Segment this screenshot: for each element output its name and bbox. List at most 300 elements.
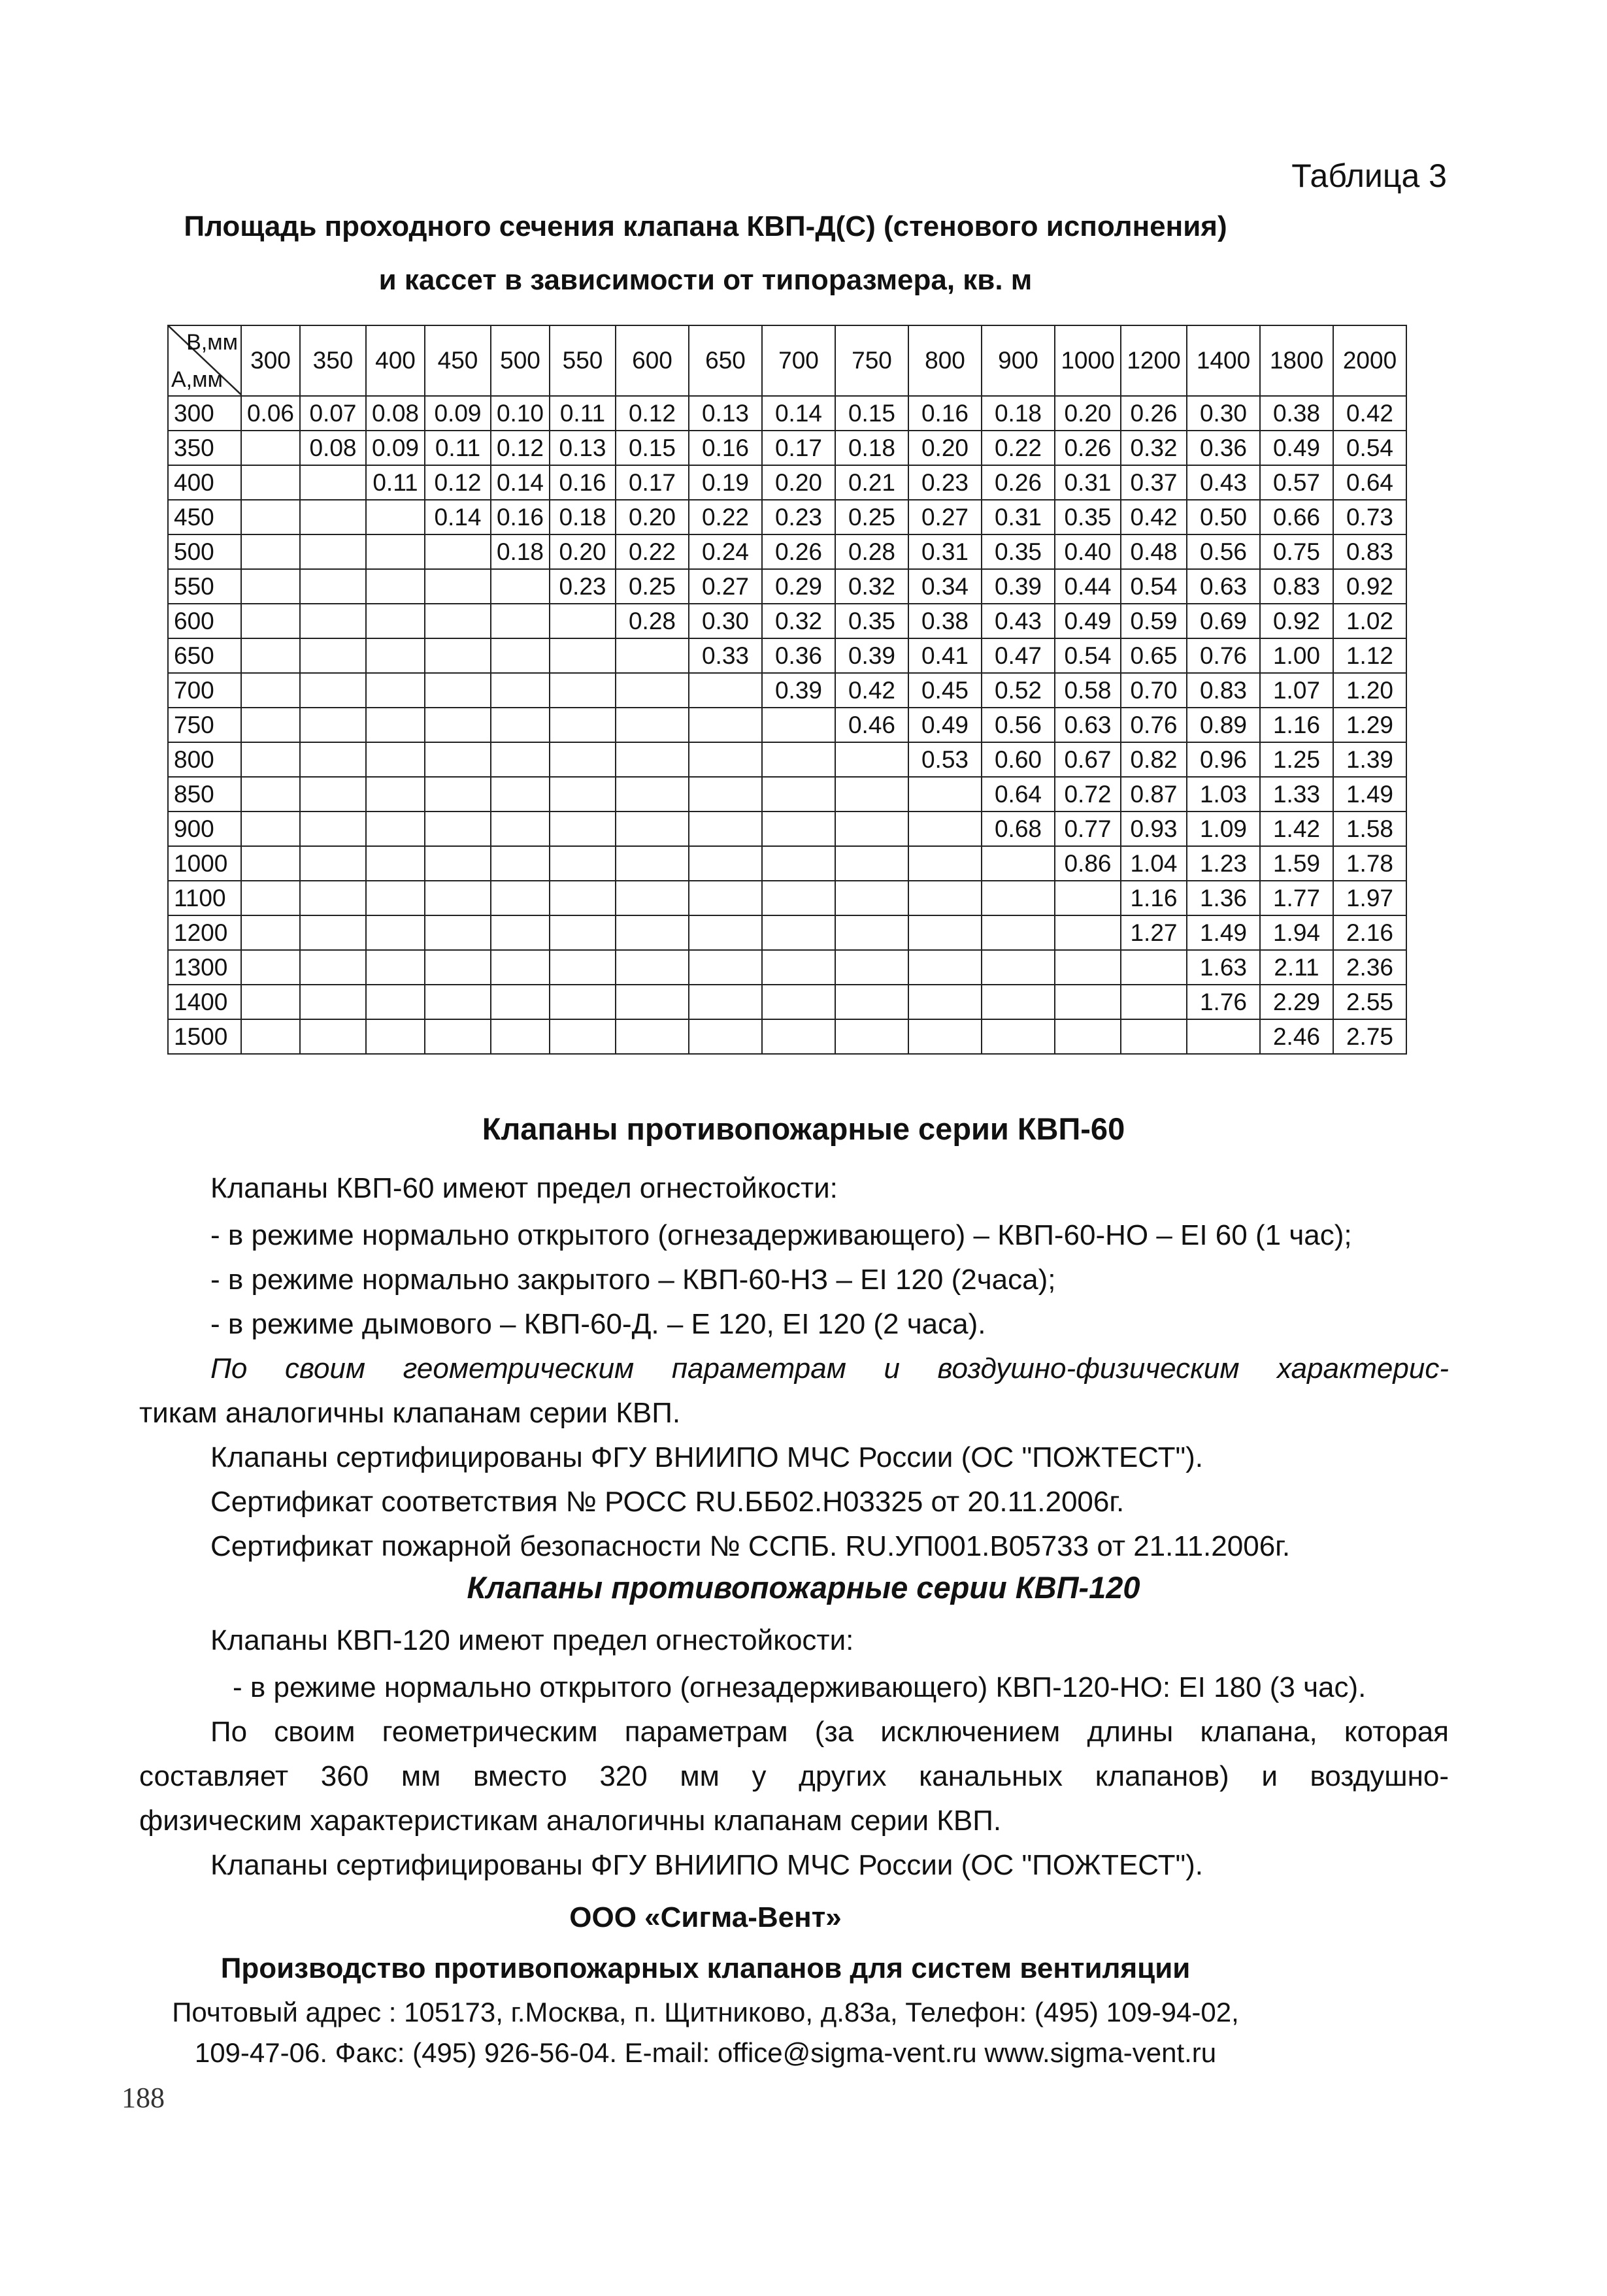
area-cell: 0.35 bbox=[835, 604, 908, 638]
area-cell: 1.36 bbox=[1187, 881, 1260, 915]
area-cell: 0.86 bbox=[1055, 846, 1121, 881]
area-cell: 0.23 bbox=[550, 569, 616, 604]
area-cell: 0.50 bbox=[1187, 500, 1260, 534]
area-cell bbox=[425, 708, 491, 742]
area-cell bbox=[908, 777, 982, 812]
area-cell: 0.20 bbox=[762, 465, 835, 500]
column-header-b: 500 bbox=[491, 325, 550, 396]
area-cell bbox=[491, 985, 550, 1019]
area-cell: 0.63 bbox=[1055, 708, 1121, 742]
table-row bbox=[168, 604, 1406, 638]
area-cell: 0.20 bbox=[1055, 396, 1121, 431]
area-cell bbox=[616, 742, 689, 777]
area-cell bbox=[300, 915, 366, 950]
area-cell bbox=[300, 950, 366, 985]
area-cell: 0.22 bbox=[689, 500, 762, 534]
area-cell bbox=[366, 673, 425, 708]
area-cell: 0.46 bbox=[835, 708, 908, 742]
area-cell bbox=[300, 708, 366, 742]
area-cell bbox=[425, 742, 491, 777]
area-cell bbox=[550, 777, 616, 812]
area-cell: 0.19 bbox=[689, 465, 762, 500]
area-cell bbox=[762, 812, 835, 846]
area-cell: 0.39 bbox=[982, 569, 1055, 604]
area-cell bbox=[616, 846, 689, 881]
area-cell: 0.38 bbox=[908, 604, 982, 638]
area-cell bbox=[689, 915, 762, 950]
area-cell bbox=[762, 742, 835, 777]
area-cell bbox=[1055, 881, 1121, 915]
row-header-a: 450 bbox=[168, 500, 241, 534]
area-cell bbox=[366, 534, 425, 569]
area-cell: 0.15 bbox=[616, 431, 689, 465]
area-cell: 0.83 bbox=[1187, 673, 1260, 708]
area-cell bbox=[241, 431, 300, 465]
area-cell: 1.29 bbox=[1333, 708, 1406, 742]
area-cell: 0.25 bbox=[835, 500, 908, 534]
area-cell: 1.23 bbox=[1187, 846, 1260, 881]
area-cell bbox=[982, 915, 1055, 950]
area-cell: 1.39 bbox=[1333, 742, 1406, 777]
row-header-a: 1100 bbox=[168, 881, 241, 915]
area-cell bbox=[982, 881, 1055, 915]
table-row bbox=[168, 950, 1406, 985]
area-cell bbox=[616, 881, 689, 915]
column-header-b: 600 bbox=[616, 325, 689, 396]
area-cell: 0.18 bbox=[982, 396, 1055, 431]
area-cell: 0.26 bbox=[762, 534, 835, 569]
area-cell: 0.14 bbox=[425, 500, 491, 534]
area-cell: 0.92 bbox=[1260, 604, 1333, 638]
column-header-b: 2000 bbox=[1333, 325, 1406, 396]
area-cell: 0.28 bbox=[616, 604, 689, 638]
area-cell bbox=[300, 812, 366, 846]
kvp60-geometry-line1: По своим геометрическим параметрам и воздушно-физическим характерис- bbox=[210, 1353, 1449, 1385]
area-cell bbox=[982, 985, 1055, 1019]
area-cell: 0.64 bbox=[982, 777, 1055, 812]
area-cell bbox=[1055, 915, 1121, 950]
company-name: ООО «Сигма-Вент» bbox=[569, 1901, 842, 1933]
table-row bbox=[168, 742, 1406, 777]
area-cell bbox=[835, 846, 908, 881]
area-cell bbox=[366, 846, 425, 881]
area-cell bbox=[550, 673, 616, 708]
area-cell bbox=[491, 881, 550, 915]
area-table bbox=[167, 325, 1407, 1055]
area-cell bbox=[550, 881, 616, 915]
area-cell: 0.17 bbox=[762, 431, 835, 465]
area-cell bbox=[689, 777, 762, 812]
area-cell bbox=[550, 915, 616, 950]
area-cell bbox=[300, 569, 366, 604]
area-cell: 0.69 bbox=[1187, 604, 1260, 638]
area-cell bbox=[689, 881, 762, 915]
area-cell bbox=[491, 708, 550, 742]
area-cell bbox=[241, 638, 300, 673]
area-cell bbox=[835, 777, 908, 812]
area-cell: 1.97 bbox=[1333, 881, 1406, 915]
area-cell bbox=[550, 604, 616, 638]
area-cell bbox=[550, 812, 616, 846]
area-cell: 0.48 bbox=[1121, 534, 1187, 569]
area-cell: 0.20 bbox=[616, 500, 689, 534]
area-cell bbox=[241, 604, 300, 638]
area-cell: 1.59 bbox=[1260, 846, 1333, 881]
kvp60-intro: Клапаны КВП-60 имеют предел огнестойкости: bbox=[210, 1172, 838, 1204]
table-row bbox=[168, 500, 1406, 534]
column-header-b: 900 bbox=[982, 325, 1055, 396]
column-header-b: 1800 bbox=[1260, 325, 1333, 396]
area-cell bbox=[908, 985, 982, 1019]
area-cell bbox=[550, 1019, 616, 1054]
area-cell bbox=[366, 569, 425, 604]
area-cell: 0.11 bbox=[550, 396, 616, 431]
area-cell bbox=[908, 1019, 982, 1054]
area-cell: 0.83 bbox=[1333, 534, 1406, 569]
area-cell bbox=[762, 881, 835, 915]
area-cell bbox=[300, 604, 366, 638]
area-cell bbox=[366, 500, 425, 534]
area-cell bbox=[762, 708, 835, 742]
area-cell bbox=[300, 500, 366, 534]
area-cell: 0.27 bbox=[689, 569, 762, 604]
area-cell: 0.08 bbox=[366, 396, 425, 431]
area-cell: 0.31 bbox=[982, 500, 1055, 534]
kvp60-item3: - в режиме дымового – КВП-60-Д. – Е 120, EI 120 (2 часа). bbox=[210, 1308, 986, 1340]
area-cell bbox=[425, 1019, 491, 1054]
row-header-a: 300 bbox=[168, 396, 241, 431]
row-header-a: 750 bbox=[168, 708, 241, 742]
area-cell bbox=[1055, 950, 1121, 985]
area-cell bbox=[550, 950, 616, 985]
area-cell: 0.25 bbox=[616, 569, 689, 604]
area-cell bbox=[425, 915, 491, 950]
area-cell: 1.78 bbox=[1333, 846, 1406, 881]
row-header-a: 350 bbox=[168, 431, 241, 465]
kvp60-cert1: Клапаны сертифицированы ФГУ ВНИИПО МЧС России (ОС "ПОЖТЕСТ"). bbox=[210, 1441, 1203, 1473]
area-cell: 0.13 bbox=[689, 396, 762, 431]
area-cell: 0.33 bbox=[689, 638, 762, 673]
area-cell: 0.82 bbox=[1121, 742, 1187, 777]
table-row bbox=[168, 569, 1406, 604]
corner-label-a: А,мм bbox=[171, 367, 223, 392]
area-cell: 0.28 bbox=[835, 534, 908, 569]
area-cell: 1.20 bbox=[1333, 673, 1406, 708]
area-cell bbox=[908, 881, 982, 915]
row-header-a: 600 bbox=[168, 604, 241, 638]
area-cell bbox=[550, 708, 616, 742]
row-header-a: 1200 bbox=[168, 915, 241, 950]
area-cell bbox=[300, 465, 366, 500]
area-cell bbox=[241, 534, 300, 569]
area-cell bbox=[908, 950, 982, 985]
table-row bbox=[168, 673, 1406, 708]
area-cell bbox=[689, 673, 762, 708]
row-header-a: 500 bbox=[168, 534, 241, 569]
column-header-b: 1400 bbox=[1187, 325, 1260, 396]
area-cell: 0.75 bbox=[1260, 534, 1333, 569]
area-cell bbox=[241, 673, 300, 708]
area-cell bbox=[300, 881, 366, 915]
company-address-line1: Почтовый адрес : 105173, г.Москва, п. Щитниково, д.83а, Телефон: (495) 109-94-02, bbox=[172, 1997, 1239, 2027]
area-cell: 0.72 bbox=[1055, 777, 1121, 812]
area-cell bbox=[366, 638, 425, 673]
table-caption-line2: и кассет в зависимости от типоразмера, кв. м bbox=[378, 264, 1033, 296]
area-cell: 0.12 bbox=[425, 465, 491, 500]
area-cell bbox=[616, 708, 689, 742]
area-cell: 0.40 bbox=[1055, 534, 1121, 569]
area-cell: 0.42 bbox=[1333, 396, 1406, 431]
area-cell: 0.18 bbox=[550, 500, 616, 534]
column-header-b: 350 bbox=[300, 325, 366, 396]
area-cell: 2.75 bbox=[1333, 1019, 1406, 1054]
area-cell bbox=[300, 846, 366, 881]
area-cell: 2.29 bbox=[1260, 985, 1333, 1019]
area-cell: 0.18 bbox=[835, 431, 908, 465]
area-cell: 1.25 bbox=[1260, 742, 1333, 777]
area-cell bbox=[689, 846, 762, 881]
area-cell bbox=[616, 1019, 689, 1054]
area-cell: 0.54 bbox=[1121, 569, 1187, 604]
area-cell bbox=[835, 881, 908, 915]
area-cell: 0.13 bbox=[550, 431, 616, 465]
area-cell bbox=[616, 985, 689, 1019]
area-cell: 0.76 bbox=[1121, 708, 1187, 742]
table-row bbox=[168, 985, 1406, 1019]
area-cell: 0.58 bbox=[1055, 673, 1121, 708]
area-cell: 0.18 bbox=[491, 534, 550, 569]
area-cell bbox=[1121, 1019, 1187, 1054]
area-cell: 1.02 bbox=[1333, 604, 1406, 638]
table-row bbox=[168, 777, 1406, 812]
area-cell bbox=[762, 915, 835, 950]
kvp120-geometry-line3: физическим характеристикам аналогичны клапанам серии КВП. bbox=[139, 1805, 1002, 1837]
row-header-a: 1300 bbox=[168, 950, 241, 985]
area-cell bbox=[689, 950, 762, 985]
kvp120-geometry-line2: составляет 360 мм вместо 320 мм у других канальных клапанов) и воздушно- bbox=[139, 1760, 1449, 1792]
area-cell: 0.09 bbox=[366, 431, 425, 465]
area-cell: 1.49 bbox=[1187, 915, 1260, 950]
area-cell: 0.41 bbox=[908, 638, 982, 673]
area-cell bbox=[491, 604, 550, 638]
area-cell bbox=[300, 534, 366, 569]
area-cell bbox=[550, 985, 616, 1019]
area-cell bbox=[366, 915, 425, 950]
area-cell: 0.93 bbox=[1121, 812, 1187, 846]
area-cell: 0.53 bbox=[908, 742, 982, 777]
table-row bbox=[168, 846, 1406, 881]
area-cell: 0.12 bbox=[491, 431, 550, 465]
area-cell: 0.30 bbox=[1187, 396, 1260, 431]
area-cell bbox=[241, 708, 300, 742]
area-cell: 0.66 bbox=[1260, 500, 1333, 534]
area-cell: 1.42 bbox=[1260, 812, 1333, 846]
area-cell: 0.49 bbox=[908, 708, 982, 742]
area-cell bbox=[425, 534, 491, 569]
area-cell bbox=[425, 604, 491, 638]
area-cell: 0.30 bbox=[689, 604, 762, 638]
table-row bbox=[168, 881, 1406, 915]
area-cell: 0.12 bbox=[616, 396, 689, 431]
area-cell bbox=[425, 881, 491, 915]
area-cell: 0.22 bbox=[982, 431, 1055, 465]
kvp60-cert2: Сертификат соответствия № РОСС RU.ББ02.Н03325 от 20.11.2006г. bbox=[210, 1486, 1125, 1518]
area-cell bbox=[425, 777, 491, 812]
area-cell bbox=[241, 812, 300, 846]
area-cell bbox=[491, 777, 550, 812]
area-cell: 0.06 bbox=[241, 396, 300, 431]
company-address-line2: 109-47-06. Факс: (495) 926-56-04. E-mail: office@sigma-vent.ru www.sigma-vent.ru bbox=[194, 2037, 1217, 2068]
column-header-b: 300 bbox=[241, 325, 300, 396]
area-cell bbox=[425, 950, 491, 985]
area-cell bbox=[689, 742, 762, 777]
area-cell: 1.12 bbox=[1333, 638, 1406, 673]
area-cell bbox=[491, 742, 550, 777]
area-cell: 2.36 bbox=[1333, 950, 1406, 985]
area-cell bbox=[366, 604, 425, 638]
area-cell: 0.27 bbox=[908, 500, 982, 534]
kvp60-heading: Клапаны противопожарные серии КВП-60 bbox=[482, 1111, 1125, 1146]
area-cell bbox=[366, 985, 425, 1019]
area-cell bbox=[241, 569, 300, 604]
area-cell: 0.23 bbox=[762, 500, 835, 534]
area-cell: 0.49 bbox=[1055, 604, 1121, 638]
column-header-b: 800 bbox=[908, 325, 982, 396]
area-cell bbox=[300, 673, 366, 708]
area-cell bbox=[366, 742, 425, 777]
area-cell bbox=[1055, 985, 1121, 1019]
area-cell bbox=[616, 673, 689, 708]
area-cell: 0.36 bbox=[1187, 431, 1260, 465]
area-cell: 2.11 bbox=[1260, 950, 1333, 985]
area-cell: 0.54 bbox=[1333, 431, 1406, 465]
table-row bbox=[168, 534, 1406, 569]
area-cell bbox=[425, 846, 491, 881]
row-header-a: 900 bbox=[168, 812, 241, 846]
area-cell bbox=[762, 1019, 835, 1054]
area-cell bbox=[908, 915, 982, 950]
row-header-a: 700 bbox=[168, 673, 241, 708]
area-cell bbox=[241, 846, 300, 881]
area-cell bbox=[835, 950, 908, 985]
area-cell: 0.32 bbox=[835, 569, 908, 604]
area-cell bbox=[1121, 985, 1187, 1019]
area-cell: 0.22 bbox=[616, 534, 689, 569]
area-cell bbox=[616, 777, 689, 812]
table-row bbox=[168, 812, 1406, 846]
table-corner-cell bbox=[168, 325, 241, 396]
area-cell: 1.58 bbox=[1333, 812, 1406, 846]
area-cell bbox=[491, 1019, 550, 1054]
area-cell: 0.23 bbox=[908, 465, 982, 500]
area-cell bbox=[366, 777, 425, 812]
row-header-a: 400 bbox=[168, 465, 241, 500]
table-caption-line1: Площадь проходного сечения клапана КВП-Д(С) (стенового исполнения) bbox=[184, 210, 1227, 242]
area-cell: 1.76 bbox=[1187, 985, 1260, 1019]
area-cell: 0.20 bbox=[908, 431, 982, 465]
area-cell bbox=[300, 1019, 366, 1054]
area-cell: 0.14 bbox=[762, 396, 835, 431]
area-cell: 0.67 bbox=[1055, 742, 1121, 777]
area-cell: 0.64 bbox=[1333, 465, 1406, 500]
area-cell: 0.57 bbox=[1260, 465, 1333, 500]
area-cell: 1.00 bbox=[1260, 638, 1333, 673]
area-cell bbox=[425, 985, 491, 1019]
area-cell: 0.59 bbox=[1121, 604, 1187, 638]
area-cell: 0.16 bbox=[689, 431, 762, 465]
area-cell bbox=[425, 673, 491, 708]
area-cell bbox=[241, 950, 300, 985]
area-cell: 0.54 bbox=[1055, 638, 1121, 673]
area-cell: 2.46 bbox=[1260, 1019, 1333, 1054]
column-header-b: 550 bbox=[550, 325, 616, 396]
area-cell bbox=[491, 950, 550, 985]
area-cell: 0.26 bbox=[1121, 396, 1187, 431]
area-cell bbox=[241, 742, 300, 777]
kvp120-heading: Клапаны противопожарные серии КВП-120 bbox=[467, 1570, 1140, 1605]
area-cell bbox=[762, 777, 835, 812]
area-cell: 0.89 bbox=[1187, 708, 1260, 742]
area-cell bbox=[835, 915, 908, 950]
area-cell bbox=[689, 812, 762, 846]
area-cell bbox=[241, 985, 300, 1019]
table-row bbox=[168, 1019, 1406, 1054]
area-cell bbox=[550, 846, 616, 881]
area-cell: 0.39 bbox=[835, 638, 908, 673]
area-cell: 0.11 bbox=[425, 431, 491, 465]
area-cell: 0.35 bbox=[982, 534, 1055, 569]
table-row bbox=[168, 915, 1406, 950]
area-cell: 0.15 bbox=[835, 396, 908, 431]
area-cell: 1.16 bbox=[1260, 708, 1333, 742]
area-cell: 0.68 bbox=[982, 812, 1055, 846]
area-cell: 0.39 bbox=[762, 673, 835, 708]
area-cell: 0.37 bbox=[1121, 465, 1187, 500]
area-cell: 1.49 bbox=[1333, 777, 1406, 812]
area-cell: 1.16 bbox=[1121, 881, 1187, 915]
column-header-b: 450 bbox=[425, 325, 491, 396]
row-header-a: 650 bbox=[168, 638, 241, 673]
area-cell: 0.10 bbox=[491, 396, 550, 431]
area-cell bbox=[616, 950, 689, 985]
column-header-b: 700 bbox=[762, 325, 835, 396]
area-cell bbox=[835, 742, 908, 777]
area-cell: 0.47 bbox=[982, 638, 1055, 673]
area-cell: 1.03 bbox=[1187, 777, 1260, 812]
kvp60-item1: - в режиме нормально открытого (огнезадерживающего) – КВП-60-НО – EI 60 (1 час); bbox=[210, 1219, 1352, 1251]
area-cell bbox=[241, 1019, 300, 1054]
area-cell: 0.17 bbox=[616, 465, 689, 500]
area-cell: 0.16 bbox=[908, 396, 982, 431]
column-header-b: 1000 bbox=[1055, 325, 1121, 396]
area-cell: 0.87 bbox=[1121, 777, 1187, 812]
area-cell bbox=[366, 708, 425, 742]
column-header-b: 650 bbox=[689, 325, 762, 396]
area-cell bbox=[616, 915, 689, 950]
area-cell: 0.16 bbox=[550, 465, 616, 500]
area-cell: 0.63 bbox=[1187, 569, 1260, 604]
table-number-label: Таблица 3 bbox=[1291, 157, 1447, 194]
area-cell bbox=[491, 569, 550, 604]
area-cell bbox=[1187, 1019, 1260, 1054]
area-cell: 1.07 bbox=[1260, 673, 1333, 708]
area-cell bbox=[366, 1019, 425, 1054]
kvp120-item1: - в режиме нормально открытого (огнезадерживающего) КВП-120-НО: EI 180 (3 час). bbox=[233, 1671, 1367, 1703]
area-cell: 0.32 bbox=[1121, 431, 1187, 465]
table-row bbox=[168, 708, 1406, 742]
area-cell: 0.11 bbox=[366, 465, 425, 500]
row-header-a: 1000 bbox=[168, 846, 241, 881]
